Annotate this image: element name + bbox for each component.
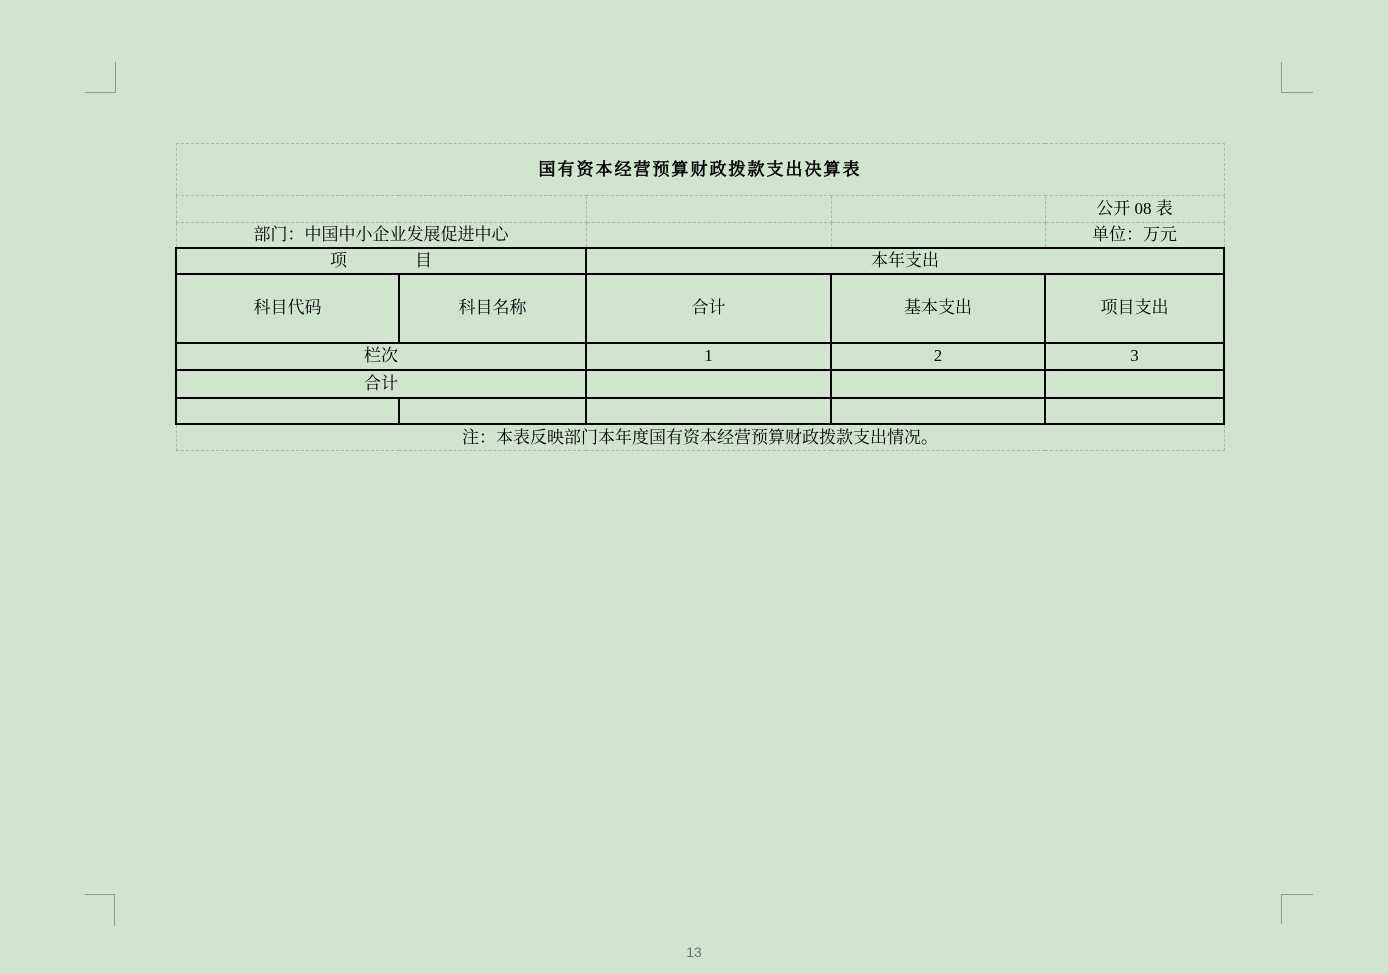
current-year-expenditure-header: 本年支出: [586, 248, 1224, 274]
empty-cell: [586, 223, 831, 248]
form-code: 公开 08 表: [1045, 196, 1224, 223]
total-row-project-value: [1045, 370, 1224, 398]
empty-cell: [176, 196, 586, 223]
column-index-3: 3: [1045, 343, 1224, 370]
column-index-1: 1: [586, 343, 831, 370]
budget-final-accounts-table: [175, 143, 1225, 451]
column-index-2: 2: [831, 343, 1045, 370]
empty-row-basic-cell: [831, 398, 1045, 424]
text-boundary-mark-bottom-right: [1281, 894, 1313, 924]
department-label: 部门：中国中小企业发展促进中心: [176, 223, 586, 248]
empty-row-project-cell: [1045, 398, 1224, 424]
empty-row-name-cell: [399, 398, 586, 424]
column-index-label: 栏次: [176, 343, 586, 370]
col-header-subject-code: 科目代码: [176, 274, 399, 343]
col-header-project-expenditure: 项目支出: [1045, 274, 1224, 343]
unit-label: 单位：万元: [1045, 223, 1224, 248]
item-group-header: 项 目: [176, 248, 586, 274]
text-boundary-mark-top-left: [85, 62, 116, 93]
empty-cell: [586, 196, 831, 223]
text-boundary-mark-bottom-left: [85, 894, 115, 926]
empty-row-code-cell: [176, 398, 399, 424]
total-row-total-value: [586, 370, 831, 398]
col-header-total: 合计: [586, 274, 831, 343]
col-header-basic-expenditure: 基本支出: [831, 274, 1045, 343]
empty-row-total-cell: [586, 398, 831, 424]
text-boundary-mark-top-right: [1281, 62, 1313, 93]
total-row-basic-value: [831, 370, 1045, 398]
col-header-subject-name: 科目名称: [399, 274, 586, 343]
empty-cell: [831, 196, 1045, 223]
empty-cell: [831, 223, 1045, 248]
total-row-label: 合计: [176, 370, 586, 398]
table-note: 注：本表反映部门本年度国有资本经营预算财政拨款支出情况。: [176, 424, 1224, 451]
document-title: 国有资本经营预算财政拨款支出决算表: [176, 144, 1224, 196]
page-number: 13: [686, 944, 702, 960]
